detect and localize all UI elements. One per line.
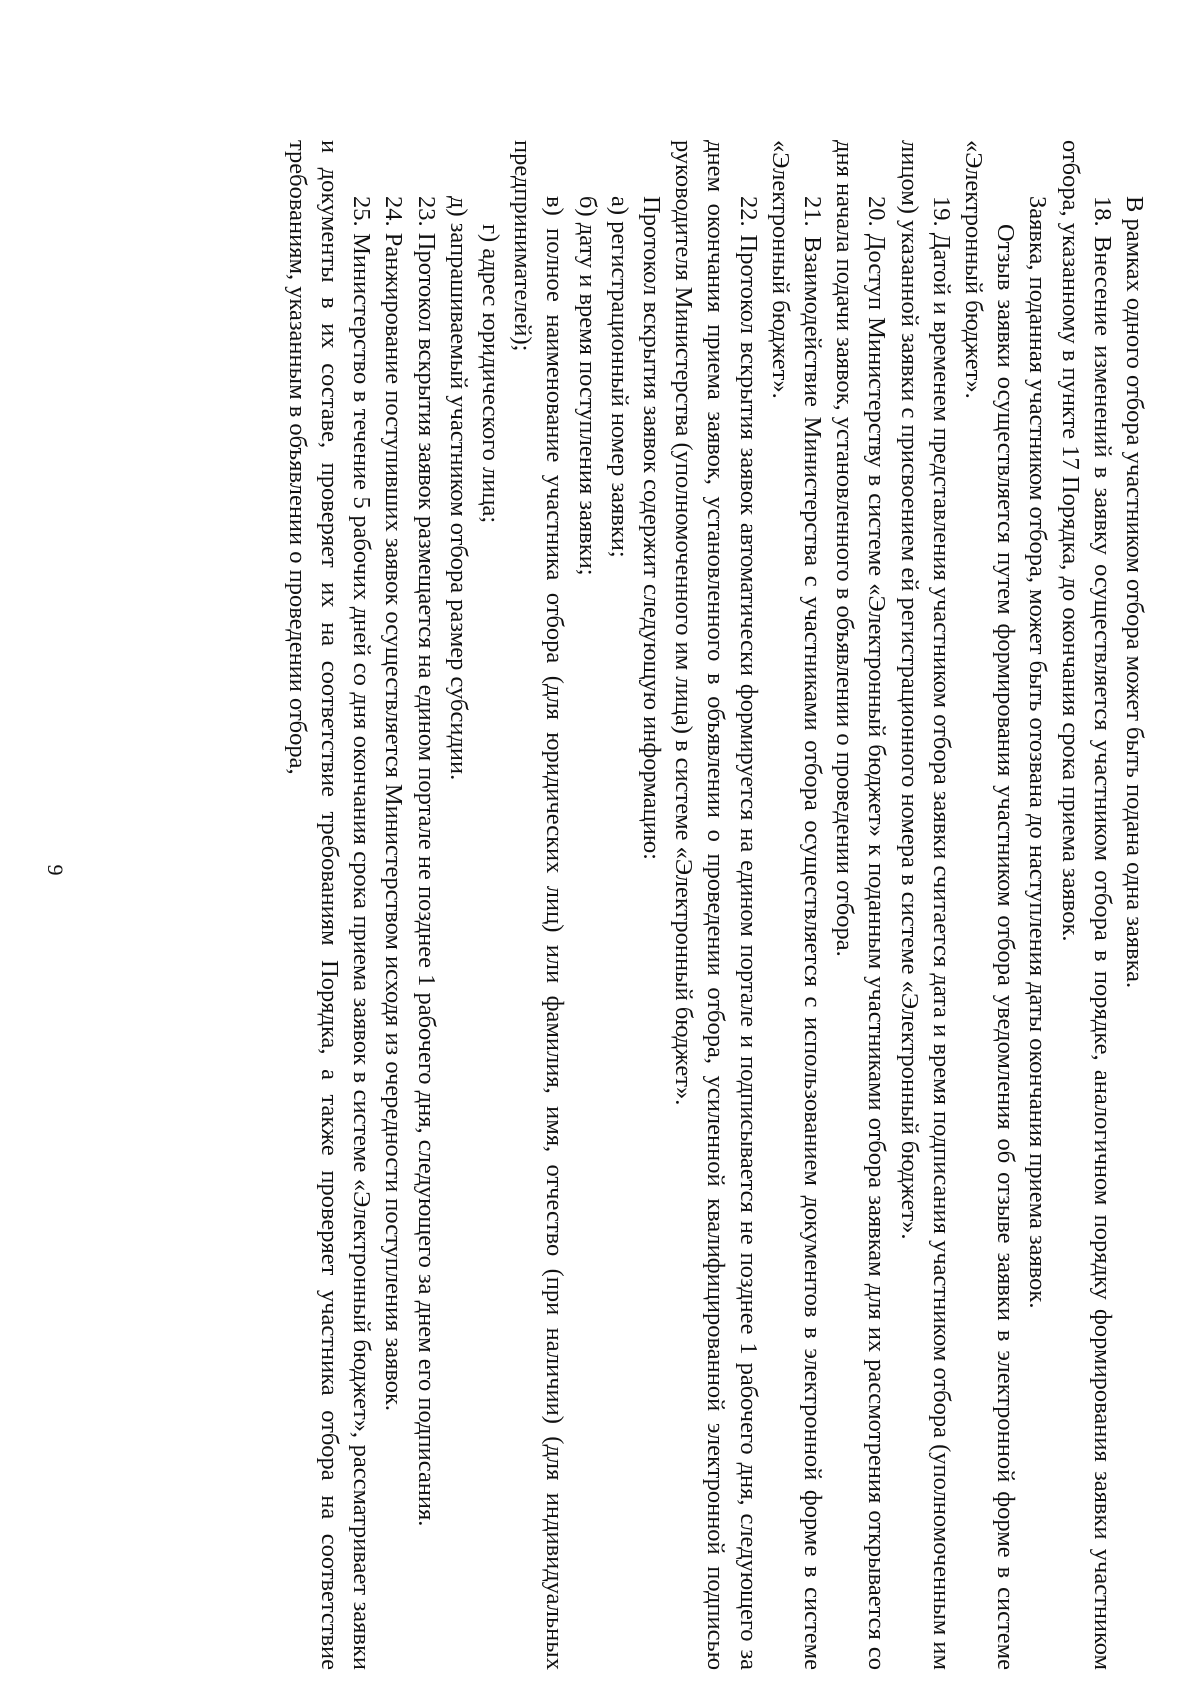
rotated-text-container — [140, 140, 1150, 1670]
paragraph: 19. Датой и временем представления участником отбора заявки считается дата и время подписания участником отбора (уполномоченным им лицом) указанной заявки с присвоением ей регистрационного номера в системе «Электронный бюджет». — [895, 140, 955, 1670]
paragraph: 25. Министерство в течение 5 рабочих дней со дня окончания срока приема заявок в системе «Электронный бюджет», рассматривает заявки и документы в их составе, проверяет их на соответствие требованиям Порядка, а также проверяет участника отбора на соответствие требованиям, указанным в объявлении о проведении отбора, — [283, 140, 376, 1670]
paragraph: В рамках одного отбора участником отбора может быть подана одна заявка. — [1121, 196, 1148, 989]
list-item: д) запрашиваемый участником отбора размер субсидии. — [444, 196, 472, 781]
paragraph: Протокол вскрытия заявок содержит следующую информацию: — [637, 196, 665, 860]
paragraph: 21. Взаимодействие Министерства с участниками отбора осуществляется с использованием документов в электронной форме в системе «Электронный бюджет». — [766, 140, 826, 1670]
list-item: г) адрес юридического лица; — [476, 224, 504, 524]
paragraph: 20. Доступ Министерству в системе «Электронный бюджет» к поданным участниками отбора заявкам для их рассмотрения открывается со дня начала подачи заявок, установленного в объявлении о проведении отбора. — [831, 140, 891, 1670]
paragraph: 24. Ранжирование поступивших заявок осуществляется Министерством исходя из очередности поступления заявок. — [380, 196, 408, 1412]
paragraph: Отзыв заявки осуществляется путем формирования участником отбора уведомления об отзыве заявки в электронной форме в системе «Электронный бюджет». — [959, 140, 1020, 1670]
paragraph: 23. Протокол вскрытия заявок размещается на едином портале не позднее 1 рабочего дня, следующего за днем его подписания. — [412, 196, 440, 1527]
page-number: 9 — [43, 864, 68, 876]
paragraph: 22. Протокол вскрытия заявок автоматически формируется на едином портале и подписывается не позднее 1 рабочего дня, следующего за днем окончания приема заявок, установленного в объявлении о проведении отбора, усиленной квалифицированной электронной подписью руководителя Министерства (уполномоченного им лица) в системе «Электронный бюджет». — [670, 140, 762, 1670]
list-item: а) регистрационный номер заявки; — [605, 196, 633, 558]
list-item: б) дату и время поступления заявки; — [573, 196, 601, 576]
list-item: в) полное наименование участника отбора (для юридических лиц) или фамилия, имя, отчество (при наличии) (для индивидуальных предпринимателей); — [509, 140, 569, 1670]
paragraph: 18. Внесение изменений в заявку осуществляется участником отбора в порядке, аналогичном порядку формирования заявки участником отбора, указанному в пункте 17 Порядка, до окончания срока приема заявок. — [1056, 140, 1116, 1670]
paragraph: Заявка, поданная участником отбора, может быть отозвана до наступления даты окончания приема заявок. — [1024, 196, 1052, 1309]
document-body — [281, 140, 1150, 1670]
